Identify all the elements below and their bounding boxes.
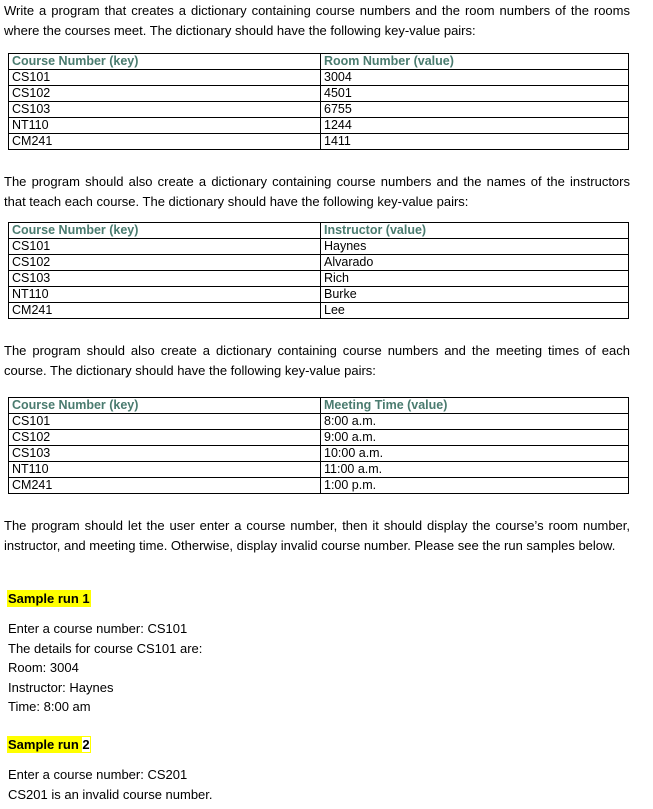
time-cell: 10:00 a.m. [321, 446, 629, 462]
column-header-key: Course Number (key) [9, 54, 321, 70]
intro-paragraph-rooms: Write a program that creates a dictionary containing course numbers and the room numbers of the rooms where the courses meet. The dictionary should have the following key-value pairs: [4, 3, 630, 38]
table-header-row [9, 223, 629, 239]
table-row [9, 118, 629, 134]
output-line: Time: 8:00 am [8, 699, 91, 714]
time-cell: 8:00 a.m. [321, 414, 629, 430]
table-row [9, 239, 629, 255]
table-row [9, 86, 629, 102]
output-line: CS201 is an invalid course number. [8, 786, 213, 802]
time-cell: 9:00 a.m. [321, 430, 629, 446]
output-line: Enter a course number: CS201 [8, 767, 188, 782]
time-cell: 11:00 a.m. [321, 462, 629, 478]
sample-run-2-label-number: 2 [82, 737, 90, 752]
column-header-value: Meeting Time (value) [321, 398, 629, 414]
intro-paragraph-instructors: The program should also create a dictionary containing course numbers and the names of the instructors that teach each course. The dictionary should have the following key-value pairs: [4, 174, 630, 209]
course-cell: CS103 [9, 446, 321, 462]
table-row [9, 462, 629, 478]
course-cell: CM241 [9, 478, 321, 494]
time-cell: 1:00 p.m. [321, 478, 629, 494]
course-cell: CS103 [9, 102, 321, 118]
table-row [9, 414, 629, 430]
table-row [9, 446, 629, 462]
course-cell: NT110 [9, 118, 321, 134]
course-cell: NT110 [9, 462, 321, 478]
instructor-cell: Rich [321, 271, 629, 287]
table-row [9, 255, 629, 271]
room-cell: 3004 [321, 70, 629, 86]
column-header-value: Room Number (value) [321, 54, 629, 70]
instructor-cell: Haynes [321, 239, 629, 255]
table-row [9, 134, 629, 150]
table-header-row [9, 398, 629, 414]
course-cell: CM241 [9, 303, 321, 319]
room-cell: 1244 [321, 118, 629, 134]
sample-run-2-output [8, 765, 628, 804]
output-line: Room: 3004 [8, 660, 79, 675]
column-header-value: Instructor (value) [321, 223, 629, 239]
meeting-time-table [8, 397, 629, 494]
room-cell: 1411 [321, 134, 629, 150]
intro-paragraph-program: The program should let the user enter a course number, then it should display the course’s room number, instructor, and meeting time. Otherwise, display invalid course number. Please see the run samples below. [4, 518, 630, 553]
table-row [9, 287, 629, 303]
column-header-key: Course Number (key) [9, 223, 321, 239]
course-cell: CS102 [9, 255, 321, 271]
output-line: Instructor: Haynes [8, 679, 114, 695]
intro-paragraph-times: The program should also create a dictionary containing course numbers and the meeting times of each course. The dictionary should have the following key-value pairs: [4, 343, 630, 378]
sample-run-2-label-text: Sample run [8, 737, 83, 752]
table-row [9, 271, 629, 287]
sample-run-1-output [8, 619, 628, 717]
sample-run-1-label: Sample run 1 [8, 591, 90, 606]
table-row [9, 303, 629, 319]
instructor-table [8, 222, 629, 319]
room-cell: 4501 [321, 86, 629, 102]
table-row [9, 478, 629, 494]
table-row [9, 430, 629, 446]
table-row [9, 70, 629, 86]
course-cell: CS101 [9, 239, 321, 255]
room-number-table [8, 53, 629, 150]
course-cell: CS102 [9, 430, 321, 446]
course-cell: CM241 [9, 134, 321, 150]
course-cell: NT110 [9, 287, 321, 303]
column-header-key: Course Number (key) [9, 398, 321, 414]
course-cell: CS101 [9, 414, 321, 430]
output-line: Enter a course number: CS101 [8, 621, 188, 636]
instructor-cell: Lee [321, 303, 629, 319]
table-header-row [9, 54, 629, 70]
instructor-cell: Burke [321, 287, 629, 303]
instructor-cell: Alvarado [321, 255, 629, 271]
output-line: The details for course CS101 are: [8, 640, 203, 656]
course-cell: CS103 [9, 271, 321, 287]
room-cell: 6755 [321, 102, 629, 118]
course-cell: CS101 [9, 70, 321, 86]
sample-run-2-label [7, 736, 91, 753]
table-row [9, 102, 629, 118]
course-cell: CS102 [9, 86, 321, 102]
